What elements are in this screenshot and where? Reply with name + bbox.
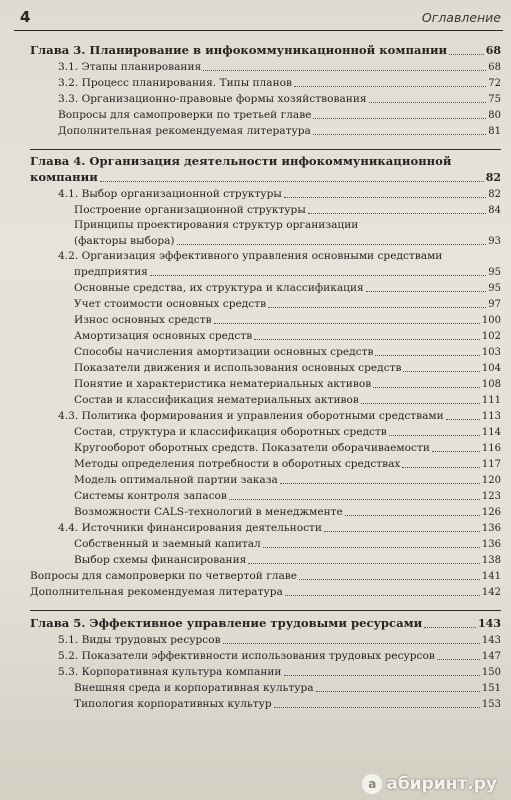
- toc-entry[interactable]: 5.1. Виды трудовых ресурсов 143: [30, 632, 501, 648]
- page-number: 4: [20, 8, 31, 26]
- page-ref: 136: [481, 538, 501, 550]
- toc-entry[interactable]: Дополнительная рекомендуемая литература 142: [30, 584, 501, 600]
- chapter-title[interactable]: Глава 5. Эффективное управление трудовыми ресурсами 143: [30, 616, 501, 630]
- page-header: [14, 6, 503, 31]
- page-ref: 120: [481, 474, 501, 486]
- toc-entry-wrap[interactable]: Принципы проектирования структур организации: [74, 219, 359, 231]
- toc-entry[interactable]: Амортизация основных средств 102: [30, 328, 501, 344]
- page-ref: 143: [481, 634, 501, 646]
- page-ref: 113: [481, 410, 501, 422]
- chapter-title[interactable]: компании 82: [30, 170, 501, 184]
- toc-entry[interactable]: Способы начисления амортизации основных средств 103: [30, 344, 501, 360]
- toc-entry-wrap[interactable]: 4.2. Организация эффективного управления основными средствами: [58, 250, 443, 262]
- page-ref: 143: [478, 617, 501, 630]
- chapter-title[interactable]: Глава 3. Планирование в инфокоммуникационной компании 68: [30, 43, 501, 57]
- chapter-3: [30, 38, 501, 139]
- page-ref: 136: [481, 522, 501, 534]
- page-ref: 104: [481, 362, 501, 374]
- toc-entry[interactable]: Возможности CALS-технологий в менеджменте 126: [30, 504, 501, 520]
- page-ref: 142: [481, 586, 501, 598]
- toc-entry[interactable]: Износ основных средств 100: [30, 312, 501, 328]
- toc-entry[interactable]: (факторы выбора) 93: [30, 233, 501, 249]
- toc-entry[interactable]: Дополнительная рекомендуемая литература 81: [30, 123, 501, 139]
- page-ref: 123: [481, 490, 501, 502]
- toc-entry[interactable]: Внешняя среда и корпоративная культура 151: [30, 680, 501, 696]
- toc-entry[interactable]: Понятие и характеристика нематериальных активов 108: [30, 376, 501, 392]
- page-ref: 151: [481, 682, 501, 694]
- toc-entry[interactable]: 4.3. Политика формирования и управления оборотными средствами 113: [30, 408, 501, 424]
- labirint-logo-icon: a: [362, 774, 382, 794]
- page-ref: 153: [481, 698, 501, 710]
- toc-entry[interactable]: Состав и классификация нематериальных активов 111: [30, 392, 501, 408]
- toc-entry[interactable]: Показатели движения и использования основных средств 104: [30, 360, 501, 376]
- toc-entry[interactable]: 4.4. Источники финансирования деятельности 136: [30, 520, 501, 536]
- page-ref: 81: [488, 125, 501, 137]
- page-ref: 117: [481, 458, 501, 470]
- page-ref: 93: [488, 235, 501, 247]
- chapter-4: [30, 149, 501, 600]
- watermark-text: абиринт.ру: [386, 774, 497, 794]
- toc-entry[interactable]: Построение организационной структуры 84: [30, 202, 501, 218]
- toc-entry[interactable]: Вопросы для самопроверки по четвертой главе 141: [30, 568, 501, 584]
- page-ref: 75: [488, 93, 501, 105]
- page-ref: 95: [488, 282, 501, 294]
- toc-entry[interactable]: Системы контроля запасов 123: [30, 488, 501, 504]
- page-ref: 147: [481, 650, 501, 662]
- toc-entry[interactable]: Учет стоимости основных средств 97: [30, 296, 501, 312]
- toc-entry[interactable]: Модель оптимальной партии заказа 120: [30, 472, 501, 488]
- page-ref: 100: [481, 314, 501, 326]
- watermark: [362, 774, 497, 794]
- toc-entry[interactable]: Выбор схемы финансирования 138: [30, 552, 501, 568]
- page-ref: 95: [488, 266, 501, 278]
- toc-entry[interactable]: Состав, структура и классификация оборотных средств 114: [30, 424, 501, 440]
- toc-entry[interactable]: Методы определения потребности в оборотных средствах 117: [30, 456, 501, 472]
- page-ref: 126: [481, 506, 501, 518]
- page-ref: 82: [485, 171, 501, 184]
- page-ref: 102: [481, 330, 501, 342]
- toc-entry[interactable]: 3.2. Процесс планирования. Типы планов 72: [30, 75, 501, 91]
- page-ref: 116: [481, 442, 501, 454]
- page-ref: 80: [488, 109, 501, 121]
- page-ref: 138: [481, 554, 501, 566]
- toc-entry[interactable]: 3.1. Этапы планирования 68: [30, 59, 501, 75]
- page-ref: 84: [488, 204, 501, 216]
- toc-entry[interactable]: Вопросы для самопроверки по третьей главе 80: [30, 107, 501, 123]
- page-ref: 150: [481, 666, 501, 678]
- page-ref: 72: [488, 77, 501, 89]
- toc-entry[interactable]: Типология корпоративных культур 153: [30, 696, 501, 712]
- page-ref: 111: [481, 394, 501, 406]
- page-ref: 114: [481, 426, 501, 438]
- table-of-contents: [30, 38, 501, 722]
- page-ref: 97: [488, 298, 501, 310]
- toc-entry[interactable]: Собственный и заемный капитал 136: [30, 536, 501, 552]
- page-ref: 103: [481, 346, 501, 358]
- page-ref: 141: [481, 570, 501, 582]
- toc-entry[interactable]: 5.2. Показатели эффективности использования трудовых ресурсов 147: [30, 648, 501, 664]
- chapter-title-line1[interactable]: Глава 4. Организация деятельности инфокоммуникационной: [30, 154, 452, 168]
- page-ref: 108: [481, 378, 501, 390]
- toc-entry[interactable]: Кругооборот оборотных средств. Показатели оборачиваемости 116: [30, 440, 501, 456]
- chapter-5: [30, 610, 501, 712]
- toc-entry[interactable]: 5.3. Корпоративная культура компании 150: [30, 664, 501, 680]
- running-title: Оглавление: [421, 10, 501, 25]
- toc-entry[interactable]: 3.3. Организационно-правовые формы хозяйствования 75: [30, 91, 501, 107]
- page-ref: 68: [485, 44, 501, 57]
- toc-entry[interactable]: предприятия 95: [30, 264, 501, 280]
- page-ref: 68: [488, 61, 501, 73]
- page-ref: 82: [488, 188, 501, 200]
- toc-entry[interactable]: 4.1. Выбор организационной структуры 82: [30, 186, 501, 202]
- toc-entry[interactable]: Основные средства, их структура и классификация 95: [30, 280, 501, 296]
